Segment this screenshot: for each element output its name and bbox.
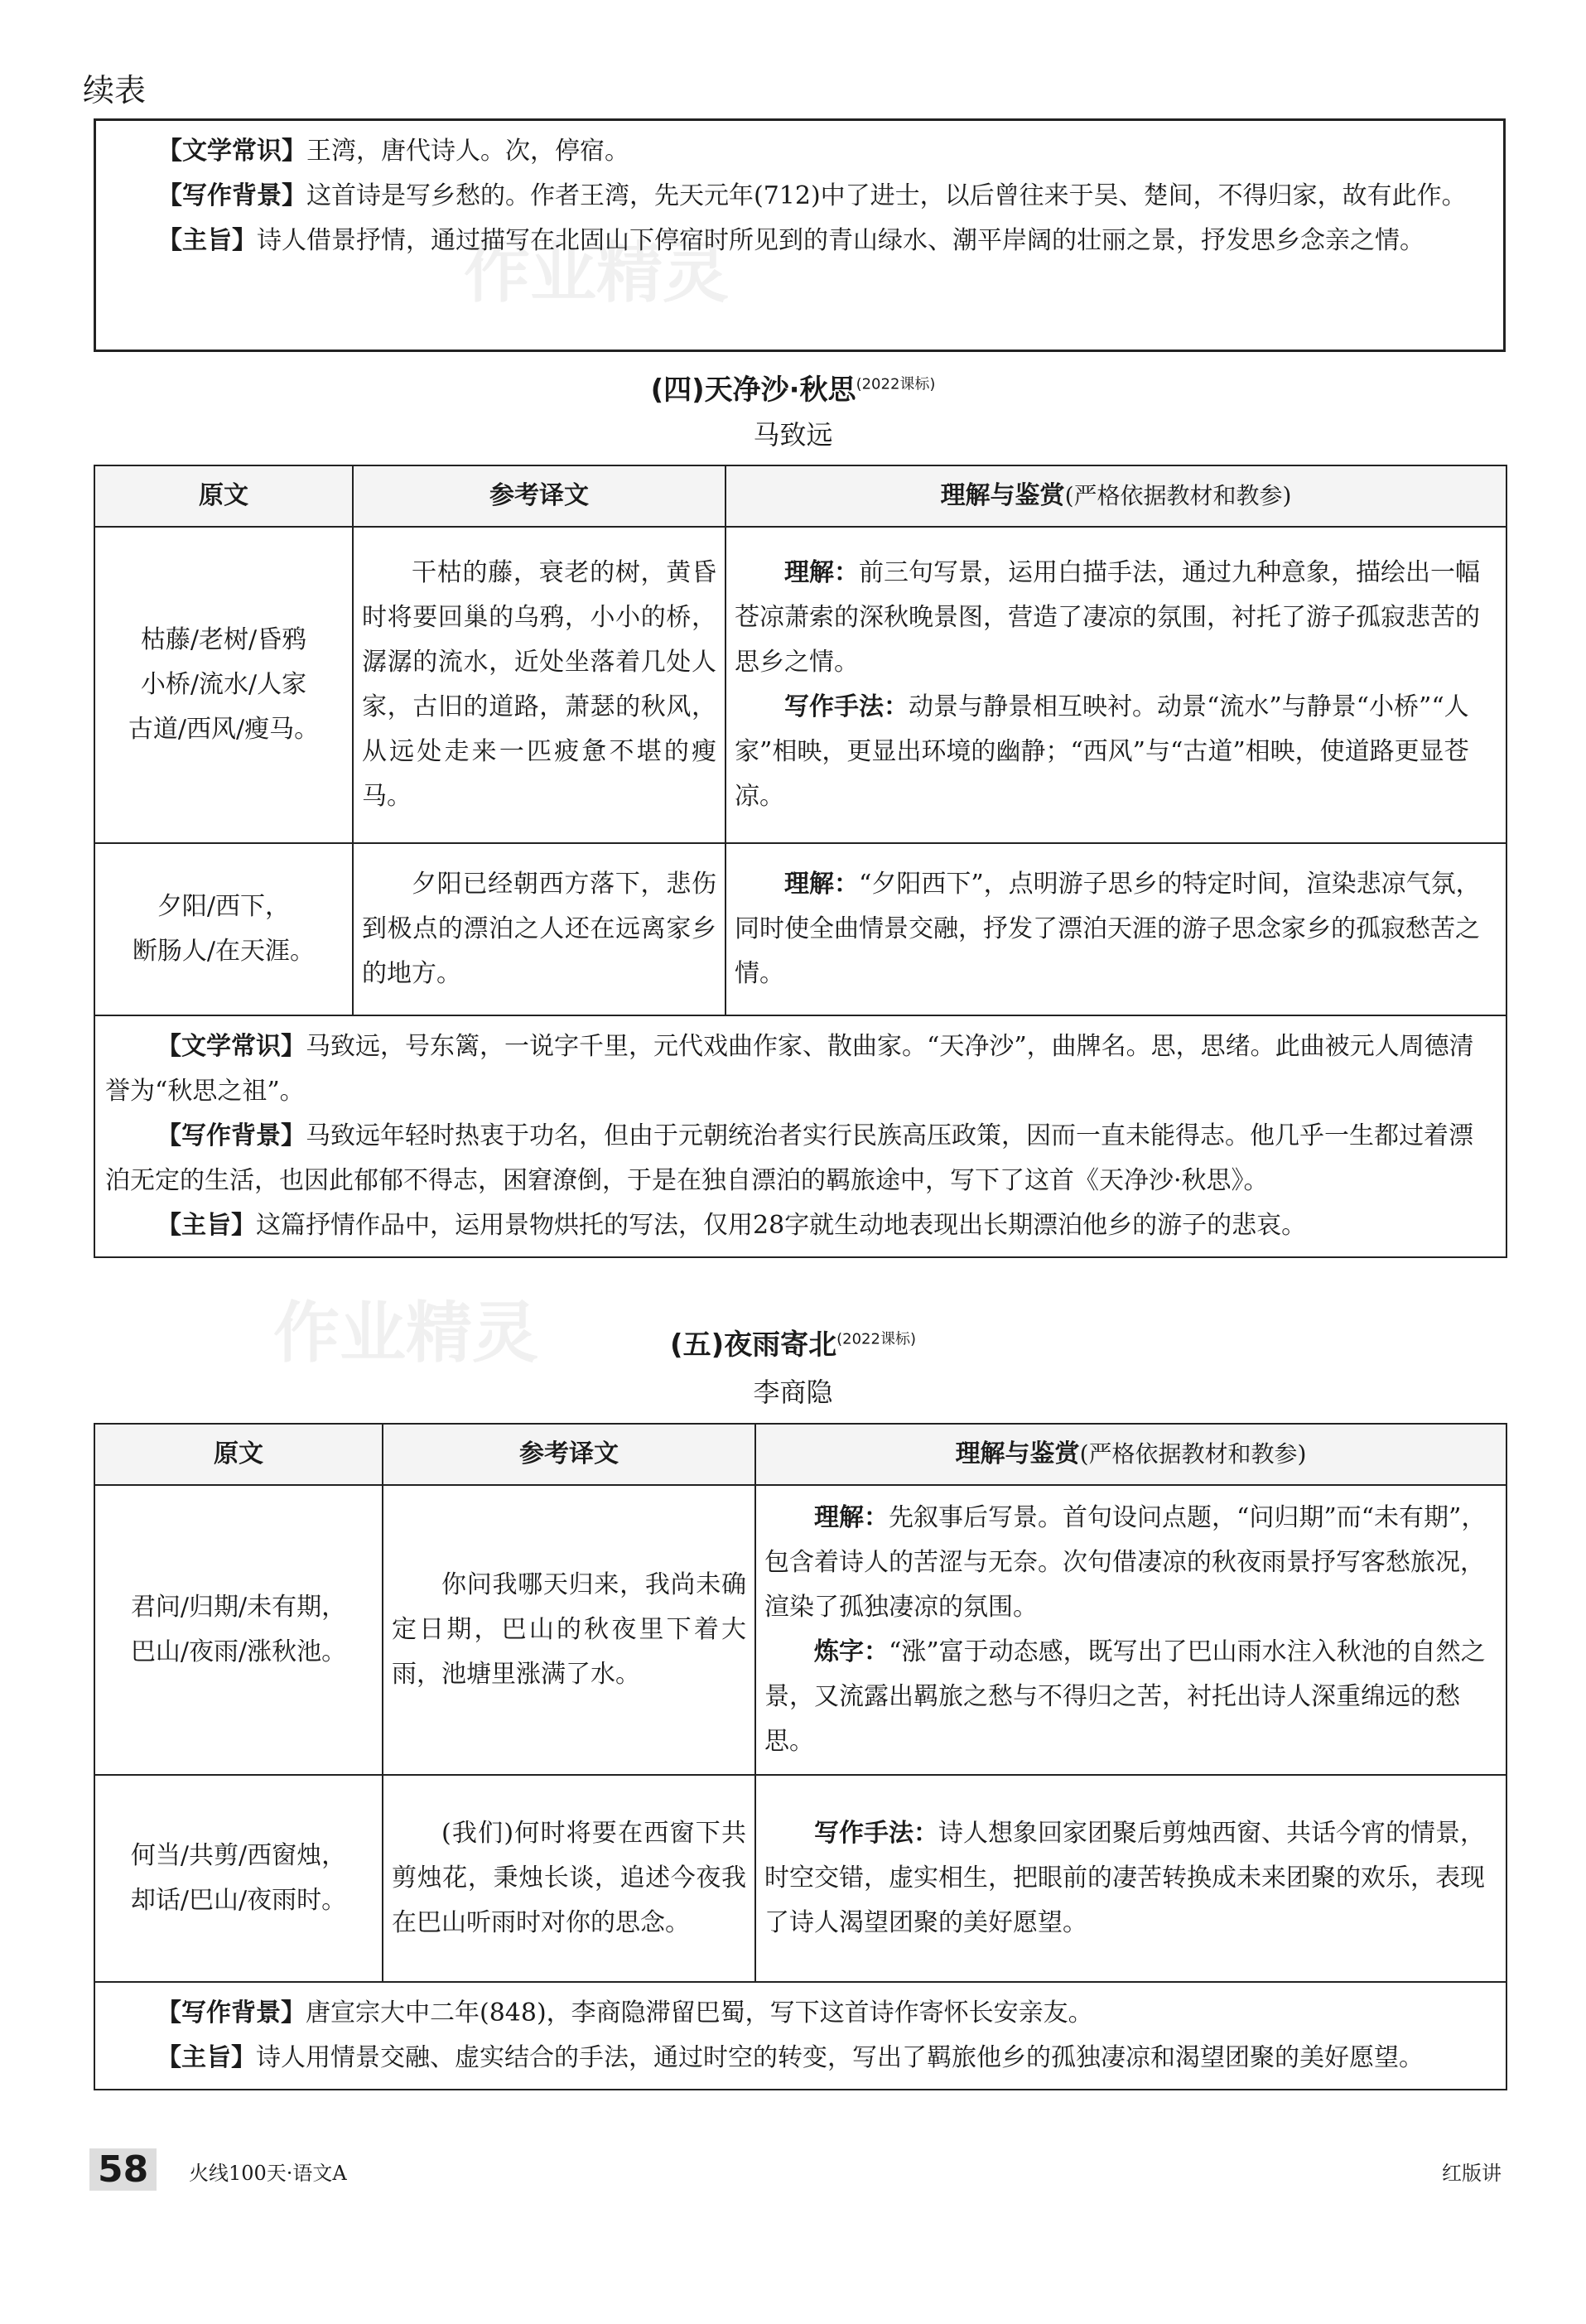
header-appreciation: 理解与鉴赏(严格依据教材和教参) xyxy=(726,465,1506,527)
note-background: 【写作背景】这首诗是写乡愁的。作者王湾，先天元年(712)中了进士，以后曾往来于吴、楚间，不得归家，故有此作。 xyxy=(157,181,1467,210)
header-original: 原文 xyxy=(94,465,353,527)
original-text: 枯藤/老树/昏鸦 小桥/流水/人家 古道/西风/瘦马。 xyxy=(94,527,353,843)
original-text: 夕阳/西下， 断肠人/在天涯。 xyxy=(94,843,353,1015)
top-notes-box xyxy=(94,118,1506,352)
original-text: 君问/归期/未有期， 巴山/夜雨/涨秋池。 xyxy=(94,1485,383,1775)
translation-text: 你问我哪天归来，我尚未确定日期，巴山的秋夜里下着大雨，池塘里涨满了水。 xyxy=(383,1485,755,1775)
edition-label: 红版讲 xyxy=(1442,2162,1502,2185)
page-number: 58 xyxy=(89,2148,157,2191)
section4-title: (四)天净沙·秋思$^{(2022课标)}$ xyxy=(650,374,936,407)
section5-title: (五)夜雨寄北$^{(2022课标)}$ xyxy=(670,1328,916,1362)
original-text: 何当/共剪/西窗烛， 却话/巴山/夜雨时。 xyxy=(94,1775,383,1982)
translation-text: (我们)何时将要在西窗下共剪烛花，秉烛长谈，追述今夜我在巴山听雨时对你的思念。 xyxy=(383,1775,755,1982)
appreciation-text: 理解：前三句写景，运用白描手法，通过九种意象，描绘出一幅苍凉萧索的深秋晚景图，营造了凄凉的氛围，衬托了游子孤寂悲苦的思乡之情。 写作手法：动景与静景相互映衬。动景“流水”与静景“小桥”“人家”相映，更显出环境的幽静；“西风”与“古道”相映，使道路更显苍凉。 xyxy=(726,527,1506,843)
header-original: 原文 xyxy=(94,1424,383,1485)
header-translation: 参考译文 xyxy=(383,1424,755,1485)
translation-text: 夕阳已经朝西方落下，悲伤到极点的漂泊之人还在远离家乡的地方。 xyxy=(353,843,726,1015)
header-appreciation: 理解与鉴赏(严格依据教材和教参) xyxy=(755,1424,1506,1485)
section5-author: 李商隐 xyxy=(753,1377,833,1408)
watermark: 作业精灵 xyxy=(273,1295,538,1372)
appreciation-text: 理解：先叙事后写景。首句设问点题，“问归期”而“未有期”，包含着诗人的苦涩与无奈。次句借凄凉的秋夜雨景抒写客愁旅况，渲染了孤独凄凉的氛围。 炼字：“涨”富于动态感，既写出了巴山雨水注入秋池的自然之景，又流露出羁旅之愁与不得归之苦，衬托出诗人深重绵远的愁思。 xyxy=(755,1485,1506,1775)
section4-author: 马致远 xyxy=(753,419,833,451)
appreciation-text: 理解：“夕阳西下”，点明游子思乡的特定时间，渲染悲凉气氛，同时使全曲情景交融，抒发了漂泊天涯的游子思念家乡的孤寂愁苦之情。 xyxy=(726,843,1506,1015)
watermark: 作业精灵 xyxy=(464,234,729,311)
book-title: 火线100天·语文A xyxy=(189,2162,347,2185)
section5-table xyxy=(94,1423,1507,2090)
appreciation-text: 写作手法：诗人想象回家团聚后剪烛西窗、共话今宵的情景，时空交错，虚实相生，把眼前的凄苦转换成未来团聚的欢乐，表现了诗人渴望团聚的美好愿望。 xyxy=(755,1775,1506,1982)
continued-label: 续表 xyxy=(83,72,147,108)
note-literary: 【文学常识】王湾，唐代诗人。次，停宿。 xyxy=(157,137,629,166)
translation-text: 干枯的藤，衰老的树，黄昏时将要回巢的乌鸦，小小的桥，潺潺的流水，近处坐落着几处人家，古旧的道路，萧瑟的秋风，从远处走来一匹疲惫不堪的瘦马。 xyxy=(353,527,726,843)
header-translation: 参考译文 xyxy=(353,465,726,527)
section4-table xyxy=(94,465,1507,1258)
section4-notes: 【文学常识】马致远，号东篱，一说字千里，元代戏曲作家、散曲家。“天净沙”，曲牌名。思，思绪。此曲被元人周德清誉为“秋思之祖”。 【写作背景】马致远年轻时热衷于功名，但由于元朝统治者实行民族高压政策，因而一直未能得志。他几乎一生都过着漂泊无定的生活，也因此郁郁不得志，困窘潦倒，于是在独自漂泊的羁旅途中，写下了这首《天净沙·秋思》。 【主旨】这篇抒情作品中，运用景物烘托的写法，仅用28字就生动地表现出长期漂泊他乡的游子的悲哀。 xyxy=(94,1015,1506,1257)
note-theme: 【主旨】诗人借景抒情，通过描写在北固山下停宿时所见到的青山绿水、潮平岸阔的壮丽之景，抒发思乡念亲之情。 xyxy=(157,226,1425,255)
section5-notes: 【写作背景】唐宣宗大中二年(848)，李商隐滞留巴蜀，写下这首诗作寄怀长安亲友。 【主旨】诗人用情景交融、虚实结合的手法，通过时空的转变，写出了羁旅他乡的孤独凄凉和渴望团聚的美好愿望。 xyxy=(94,1982,1506,2090)
